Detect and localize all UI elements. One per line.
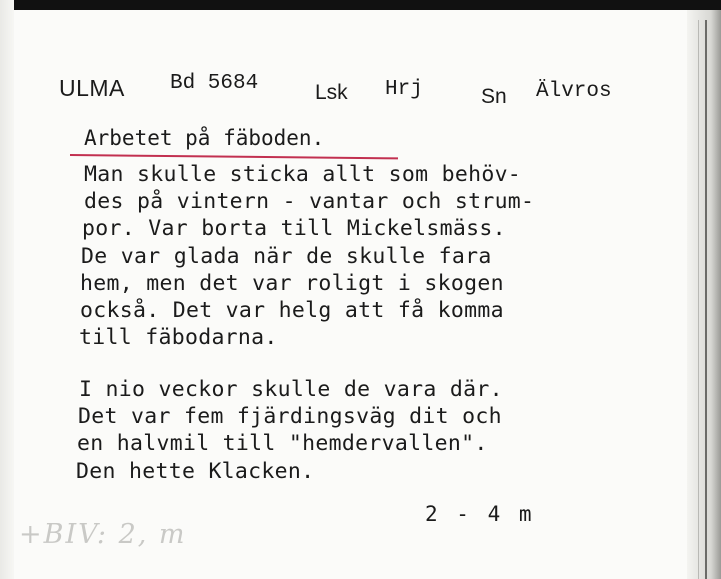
card-title: Arbetet på fäboden.: [84, 126, 325, 150]
title-underline: [70, 154, 398, 159]
text-line: Det var fem fjärdingsväg dit och: [78, 404, 502, 429]
district-code: Hrj: [385, 78, 423, 101]
text-line: hem, men det var roligt i skogen: [80, 271, 504, 296]
province-code: Lsk: [315, 81, 348, 104]
text-line: des på vintern - vantar och strum-: [84, 189, 535, 214]
scan-left-edge: [0, 0, 14, 579]
card-edge-shadow: [705, 20, 707, 579]
text-line: De var glada när de skulle fara: [81, 244, 492, 269]
text-line: en halvmil till "hemdervallen".: [77, 431, 488, 456]
pencil-note: +BIV: 2, m: [19, 519, 187, 550]
text-line: till fäbodarna.: [79, 325, 278, 350]
card-edge-line: [698, 20, 699, 579]
page-range: 2 - 4 m: [425, 502, 532, 526]
parish-name: Älvros: [536, 80, 612, 103]
text-line: också. Det var helg att få komma: [80, 298, 504, 323]
text-line: por. Var borta till Mickelsmäss.: [82, 216, 506, 241]
text-line: Man skulle sticka allt som behöv-: [84, 162, 522, 187]
scan-top-border: [0, 0, 721, 10]
text-line: Den hette Klacken.: [76, 459, 315, 484]
archive-name: ULMA: [59, 75, 125, 101]
parish-label: Sn: [481, 85, 507, 108]
text-line: I nio veckor skulle de vara där.: [79, 377, 503, 402]
scan-right-edge: [687, 10, 721, 579]
record-number: Bd 5684: [170, 72, 259, 95]
